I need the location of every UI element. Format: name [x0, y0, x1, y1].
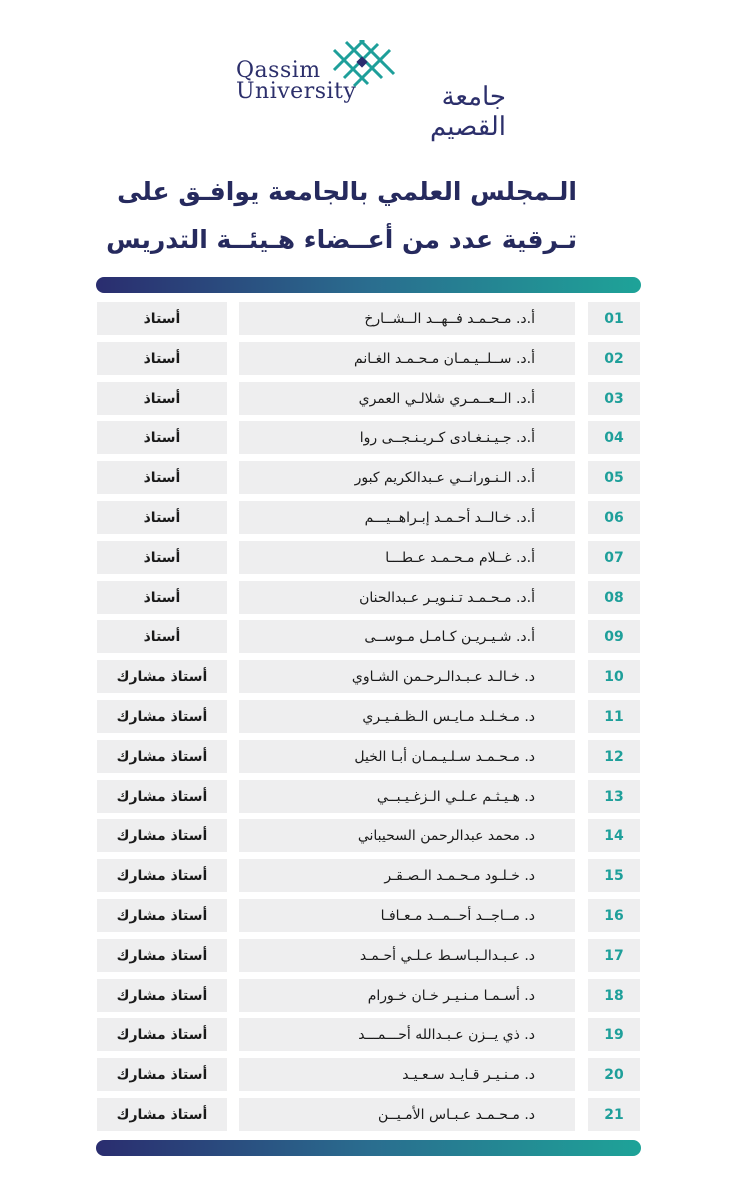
- rank-cell: أستاذ مشارك: [97, 1018, 227, 1051]
- number-cell: 11: [588, 700, 640, 733]
- lattice-logo-icon: [328, 40, 400, 88]
- number-cell: 17: [588, 939, 640, 972]
- name-cell: د. هـيـثـم عـلـي الـزغـيـبــي: [239, 780, 575, 813]
- university-logo: [236, 40, 506, 142]
- table-row: [0, 740, 737, 773]
- table-row: [0, 501, 737, 534]
- number-cell: 16: [588, 899, 640, 932]
- rank-cell: أستاذ: [97, 302, 227, 335]
- rank-cell: أستاذ مشارك: [97, 780, 227, 813]
- name-cell: د. خـلـود مـحـمـد الـصـقـر: [239, 859, 575, 892]
- name-cell: د. مـحـمـد سـلـيـمـان أبـا الخيل: [239, 740, 575, 773]
- name-cell: د. مــاجــد أحــمــد مـعـافـا: [239, 899, 575, 932]
- table-row: [0, 939, 737, 972]
- table-row: [0, 342, 737, 375]
- table-row: [0, 1058, 737, 1091]
- number-cell: 15: [588, 859, 640, 892]
- rank-cell: أستاذ مشارك: [97, 939, 227, 972]
- rank-cell: أستاذ مشارك: [97, 660, 227, 693]
- name-cell: أ.د. مـحـمـد تـنـويـر عـبدالحنان: [239, 581, 575, 614]
- table-row: [0, 700, 737, 733]
- name-cell: د. ذي يــزن عـبـدالله أحـــمـــد: [239, 1018, 575, 1051]
- rank-cell: أستاذ مشارك: [97, 899, 227, 932]
- table-row: [0, 660, 737, 693]
- table-row: [0, 382, 737, 415]
- rank-cell: أستاذ: [97, 501, 227, 534]
- name-cell: د. مـنـيـر قـايـد سـعـيـد: [239, 1058, 575, 1091]
- rank-cell: أستاذ مشارك: [97, 859, 227, 892]
- number-cell: 02: [588, 342, 640, 375]
- name-cell: د. أسـمـا مـنـيـر خـان خـورام: [239, 979, 575, 1012]
- rank-cell: أستاذ: [97, 342, 227, 375]
- number-cell: 13: [588, 780, 640, 813]
- rank-cell: أستاذ: [97, 581, 227, 614]
- rank-cell: أستاذ مشارك: [97, 1098, 227, 1131]
- rank-cell: أستاذ مشارك: [97, 979, 227, 1012]
- number-cell: 19: [588, 1018, 640, 1051]
- rank-cell: أستاذ: [97, 421, 227, 454]
- table-row: [0, 620, 737, 653]
- name-cell: أ.د. خـالــد أحـمـد إبـراهــيـــم: [239, 501, 575, 534]
- number-cell: 07: [588, 541, 640, 574]
- number-cell: 20: [588, 1058, 640, 1091]
- name-cell: د. محمد عبدالرحمن السحيباني: [239, 819, 575, 852]
- rank-cell: أستاذ: [97, 620, 227, 653]
- rank-cell: أستاذ: [97, 461, 227, 494]
- number-cell: 12: [588, 740, 640, 773]
- number-cell: 18: [588, 979, 640, 1012]
- rank-cell: أستاذ مشارك: [97, 819, 227, 852]
- name-cell: أ.د. جـيـنـغـادى كـريـنـجــى روا: [239, 421, 575, 454]
- table-row: [0, 541, 737, 574]
- rank-cell: أستاذ: [97, 382, 227, 415]
- number-cell: 04: [588, 421, 640, 454]
- rank-cell: أستاذ مشارك: [97, 740, 227, 773]
- logo-english-line1: Qassim: [236, 58, 321, 83]
- name-cell: أ.د. شـيـريـن كـامـل مـوســى: [239, 620, 575, 653]
- number-cell: 14: [588, 819, 640, 852]
- number-cell: 06: [588, 501, 640, 534]
- table-row: [0, 302, 737, 335]
- title-line-2: تـرقية عدد من أعــضاء هـيئــة التدريس: [106, 225, 577, 254]
- page-title: [60, 168, 577, 264]
- number-cell: 01: [588, 302, 640, 335]
- table-row: [0, 461, 737, 494]
- number-cell: 09: [588, 620, 640, 653]
- table-row: [0, 899, 737, 932]
- table-row: [0, 780, 737, 813]
- name-cell: أ.د. الـنـورانــي عـبدالكريم كبور: [239, 461, 575, 494]
- name-cell: أ.د. غــلام مـحـمـد عـطـــا: [239, 541, 575, 574]
- number-cell: 10: [588, 660, 640, 693]
- rank-cell: أستاذ: [97, 541, 227, 574]
- rank-cell: أستاذ مشارك: [97, 1058, 227, 1091]
- name-cell: أ.د. مـحـمـد فــهــد الــشــارخ: [239, 302, 575, 335]
- table-row: [0, 581, 737, 614]
- name-cell: أ.د. الــعــمـري شلالـي العمري: [239, 382, 575, 415]
- name-cell: د. مـخـلـد مـايـس الـظـفـيـري: [239, 700, 575, 733]
- name-cell: د. خـالـد عـبـدالـرحـمن الشـاوي: [239, 660, 575, 693]
- table-row: [0, 979, 737, 1012]
- table-row: [0, 1018, 737, 1051]
- title-line-1: الـمجلس العلمي بالجامعة يوافـق على: [117, 177, 577, 206]
- name-cell: د. مـحـمـد عـبـاس الأمـيــن: [239, 1098, 575, 1131]
- number-cell: 08: [588, 581, 640, 614]
- top-gradient-bar: [96, 277, 641, 293]
- table-row: [0, 819, 737, 852]
- number-cell: 05: [588, 461, 640, 494]
- table-row: [0, 421, 737, 454]
- number-cell: 21: [588, 1098, 640, 1131]
- table-row: [0, 859, 737, 892]
- number-cell: 03: [588, 382, 640, 415]
- logo-arabic-text: جامعة القصيم: [430, 82, 506, 142]
- name-cell: أ.د. ســلــيـمـان مـحـمـد الغـانم: [239, 342, 575, 375]
- name-cell: د. عـبـدالـبـاسـط عـلـي أحـمـد: [239, 939, 575, 972]
- rank-cell: أستاذ مشارك: [97, 700, 227, 733]
- logo-english-line2: University: [236, 79, 357, 104]
- bottom-gradient-bar: [96, 1140, 641, 1156]
- table-row: [0, 1098, 737, 1131]
